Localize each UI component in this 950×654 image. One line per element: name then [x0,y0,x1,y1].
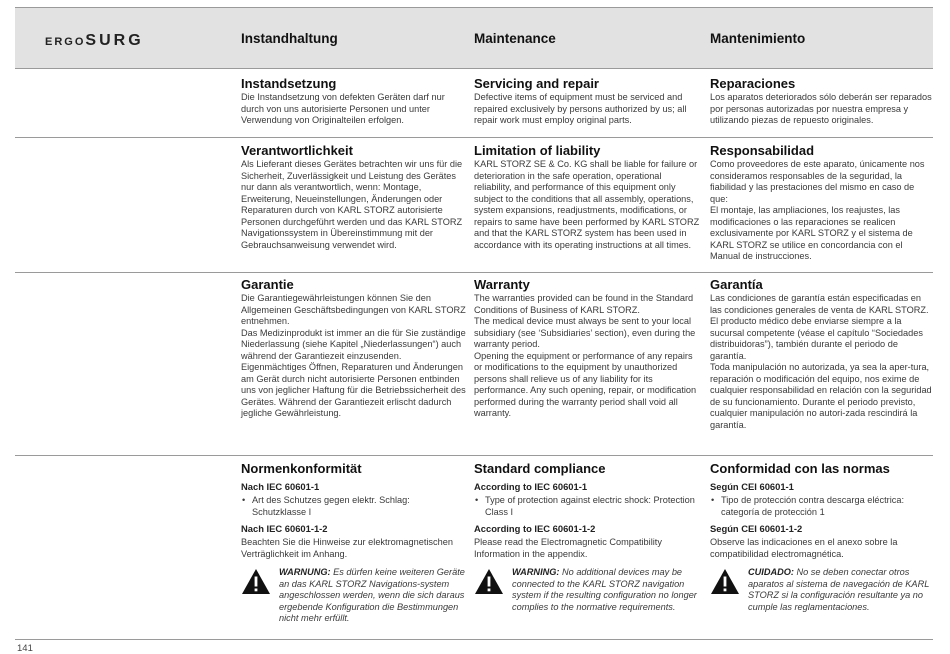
section-body: Observe las indicaciones en el anexo sobre la compatibilidad electromagnética. [710,537,898,559]
footer-divider [15,639,933,640]
repair-es [710,76,933,127]
standard-heading: Según CEI 60601-1 [710,481,794,492]
section-body: Defective items of equipment must be serviced and repaired exclusively by persons authorized by us; all repair work must employ original parts. [474,92,687,125]
warranty-es [710,277,933,431]
paragraph: Toda manipulación no autorizada, ya sea la aper-tura, reparación o modificación del equipo, nos exime de cualquier responsabilidad en relación con la seguridad de su funcionamiento. Durante el periodo previsto, cualquier manipulación no autori-zada rescindirá la garantía. [710,362,932,430]
standard-heading: Nach IEC 60601-1 [241,481,320,492]
section-divider [15,455,933,456]
section-divider [15,272,933,273]
ergosurg-logo: ERGOSURG [45,32,144,49]
page-number: 141 [17,643,33,654]
paragraph: El producto médico debe enviarse siempre a la sucursal competente (véase el capítulo “Sociedades distribuidoras”), también durante el periodo de garantía. [710,316,923,361]
paragraph: Die Garantiegewährleistungen können Sie den Allgemeinen Geschäftsbedingungen von KARL STORZ entnehmen. [241,293,466,326]
paragraph: The warranties provided can be found in the Standard Conditions of Business of KARL STORZ. [474,293,694,315]
repair-en [474,76,700,127]
section-title: Garantía [710,277,763,292]
paragraph: The medical device must always be sent to your local subsidiary (see ‘Subsidiaries’ section), even during the warranty period. [474,316,696,349]
warning-text: No additional devices may be connected to the KARL STORZ navigation system if the resulting configuration no longer complies to the normative requirements. [512,567,697,612]
warning-text: No se deben conectar otros aparatos al sistema de navegación de KARL STORZ si la configuración resultante ya no cumple las reglamentaciones. [748,567,930,612]
section-body: Als Lieferant dieses Gerätes betrachten wir uns für die Sicherheit, Zuverlässigkeit und Leistung des Gerätes nur dann als verantwortlich, wenn: Montage, Erweiterung, Neueinstellungen, Änderungen oder Reparaturen durch von KARL STORZ autorisierte Personen durchgeführt werden und das KARL STORZ Navigationssystem in Übereinstimmung mit der Gebrauchsanweisung verwendet wird. [241,159,463,250]
page-header [15,7,933,69]
liability-de [241,143,466,251]
warranty-en [474,277,700,420]
warning-label: WARNUNG: [279,567,331,577]
section-title: Warranty [474,277,530,292]
section-title: Responsabilidad [710,143,815,158]
repair-de [241,76,466,127]
paragraph: Eigenmächtiges Öffnen, Reparaturen und Änderungen am Gerät durch nicht autorisierte Personen entbinden uns von jeglicher Haftung für die Betriebssicherheit des Gerätes. Während der Garantiezeit erlischt dadurch jegliche Gewährleistung. [241,362,466,418]
section-title: Normenkonformität [241,461,362,476]
bullet-item: • Tipo de protección contra descarga eléctrica: categoría de protección 1 [710,495,933,518]
section-body: KARL STORZ SE & Co. KG shall be liable for failure or deterioration in the safe operation, operational reliability, and performance of this equipment only subject to the conditions that all assembly, operations, system expansions, readjustments, modifications, or repairs to same have been performed by KARL STORZ and that the KARL STORZ system has been used in accordance with its operating instructions at all times. [474,159,700,250]
section-title: Instandsetzung [241,76,337,91]
section-body: Los aparatos deteriorados sólo deberán ser reparados por personas autorizadas por nuestra empresa y utilizando piezas de repuesto originales. [710,92,932,125]
warning-icon [241,568,271,595]
section-body: Please read the Electromagnetic Compatibility Information in the appendix. [474,537,662,559]
header-title-en: Maintenance [474,31,556,46]
compliance-es [710,461,933,613]
section-divider [15,137,933,138]
bullet-item: • Type of protection against electric shock: Protection Class I [474,495,700,518]
warning-note [710,567,933,613]
section-title: Servicing and repair [474,76,599,91]
section-title: Garantie [241,277,294,292]
warning-icon [474,568,504,595]
standard-heading: According to IEC 60601-1-2 [474,523,596,534]
standard-heading: According to IEC 60601-1 [474,481,588,492]
header-title-es: Mantenimiento [710,31,806,46]
section-title: Reparaciones [710,76,796,91]
standard-heading: Según CEI 60601-1-2 [710,523,803,534]
section-title: Limitation of liability [474,143,601,158]
section-title: Conformidad con las normas [710,461,890,476]
warning-text: Es dürfen keine weiteren Geräte an das KARL STORZ Navigations-system angeschlossen werden, wenn die sich daraus ergebende Konfiguration die Bestimmungen nicht mehr erfüllt. [279,567,465,623]
warning-note [474,567,700,613]
warranty-de [241,277,466,420]
paragraph: Las condiciones de garantía están especificadas en las condiciones generales de venta de KARL STORZ. [710,293,929,315]
warning-icon [710,568,740,595]
warning-note [241,567,466,625]
section-body: Como proveedores de este aparato, únicamente nos consideramos responsables de la seguridad, la fiabilidad y las prestaciones del mismo en caso de que: [710,159,925,204]
paragraph: Opening the equipment or performance of any repairs or modifications to the equipment by unauthorized persons shall relieve us of any liability for its performance. Any such opening, repair, or modification performed during the warranty period shall void all warranty. [474,350,697,418]
warning-label: CUIDADO: [748,567,794,577]
compliance-de [241,461,466,625]
warning-label: WARNING: [512,567,560,577]
section-body: El montaje, las ampliaciones, los reajustes, las modificaciones o las reparaciones se realicen exclusivamente por KARL STORZ y el sistema de KARL STORZ se utilice en concordancia con el Manual de instrucciones. [710,205,913,261]
section-title: Standard compliance [474,461,606,476]
liability-en [474,143,700,251]
section-body: Beachten Sie die Hinweise zur elektromagnetischen Verträglichkeit im Anhang. [241,537,453,559]
header-title-de: Instandhaltung [241,31,338,46]
section-title: Verantwortlichkeit [241,143,353,158]
bullet-item: • Art des Schutzes gegen elektr. Schlag: Schutzklasse I [241,495,466,518]
liability-es [710,143,933,263]
standard-heading: Nach IEC 60601-1-2 [241,523,328,534]
section-body: Die Instandsetzung von defekten Geräten darf nur durch von uns autorisierte Personen und unter Verwendung von Originalteilen erfolgen. [241,92,445,125]
paragraph: Das Medizinprodukt ist immer an die für Sie zuständige Niederlassung (siehe Kapitel „Niederlassungen“) auch während der Garantiezeit einzusenden. [241,327,466,361]
compliance-en [474,461,700,613]
